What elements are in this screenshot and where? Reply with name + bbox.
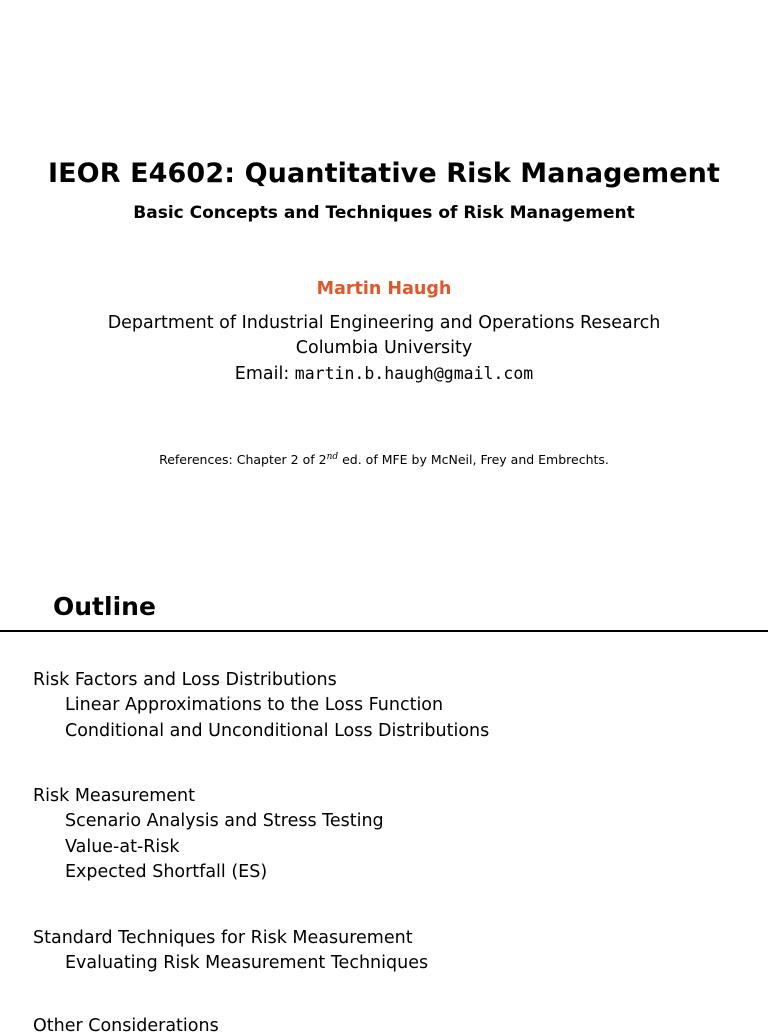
- outline-subitem-linear-approximations[interactable]: Linear Approximations to the Loss Function: [65, 695, 444, 715]
- references-prefix: References: Chapter 2 of 2: [159, 452, 327, 468]
- references-suffix: ed. of MFE by McNeil, Frey and Embrechts.: [338, 452, 609, 468]
- outline-subitem-expected-shortfall[interactable]: Expected Shortfall (ES): [65, 862, 268, 882]
- department: Department of Industrial Engineering and Operations Research: [107, 313, 661, 333]
- references-superscript: nd: [326, 452, 339, 462]
- university: Columbia University: [295, 338, 473, 358]
- outline-section-risk-measurement[interactable]: Risk Measurement: [33, 786, 195, 806]
- email-line: [0, 364, 768, 384]
- references: [0, 452, 768, 467]
- email-label: Email:: [234, 364, 295, 384]
- outline-section-other-considerations[interactable]: Other Considerations: [33, 1016, 219, 1036]
- outline-subitem-evaluating-techniques[interactable]: Evaluating Risk Measurement Techniques: [65, 953, 429, 973]
- course-title: IEOR E4602: Quantitative Risk Management: [47, 158, 720, 189]
- outline-heading: Outline: [53, 592, 156, 621]
- outline-subitem-value-at-risk[interactable]: Value-at-Risk: [65, 837, 180, 857]
- heading-divider: [0, 630, 768, 632]
- outline-subitem-loss-distributions[interactable]: Conditional and Unconditional Loss Distributions: [65, 721, 490, 741]
- outline-subitem-scenario-analysis[interactable]: Scenario Analysis and Stress Testing: [65, 811, 384, 831]
- email-address[interactable]: martin.b.haugh@gmail.com: [294, 364, 534, 383]
- outline-section-risk-factors[interactable]: Risk Factors and Loss Distributions: [33, 670, 337, 690]
- slide-subtitle: Basic Concepts and Techniques of Risk Management: [133, 203, 635, 223]
- author-name: Martin Haugh: [316, 279, 452, 299]
- outline-section-standard-techniques[interactable]: Standard Techniques for Risk Measurement: [33, 928, 413, 948]
